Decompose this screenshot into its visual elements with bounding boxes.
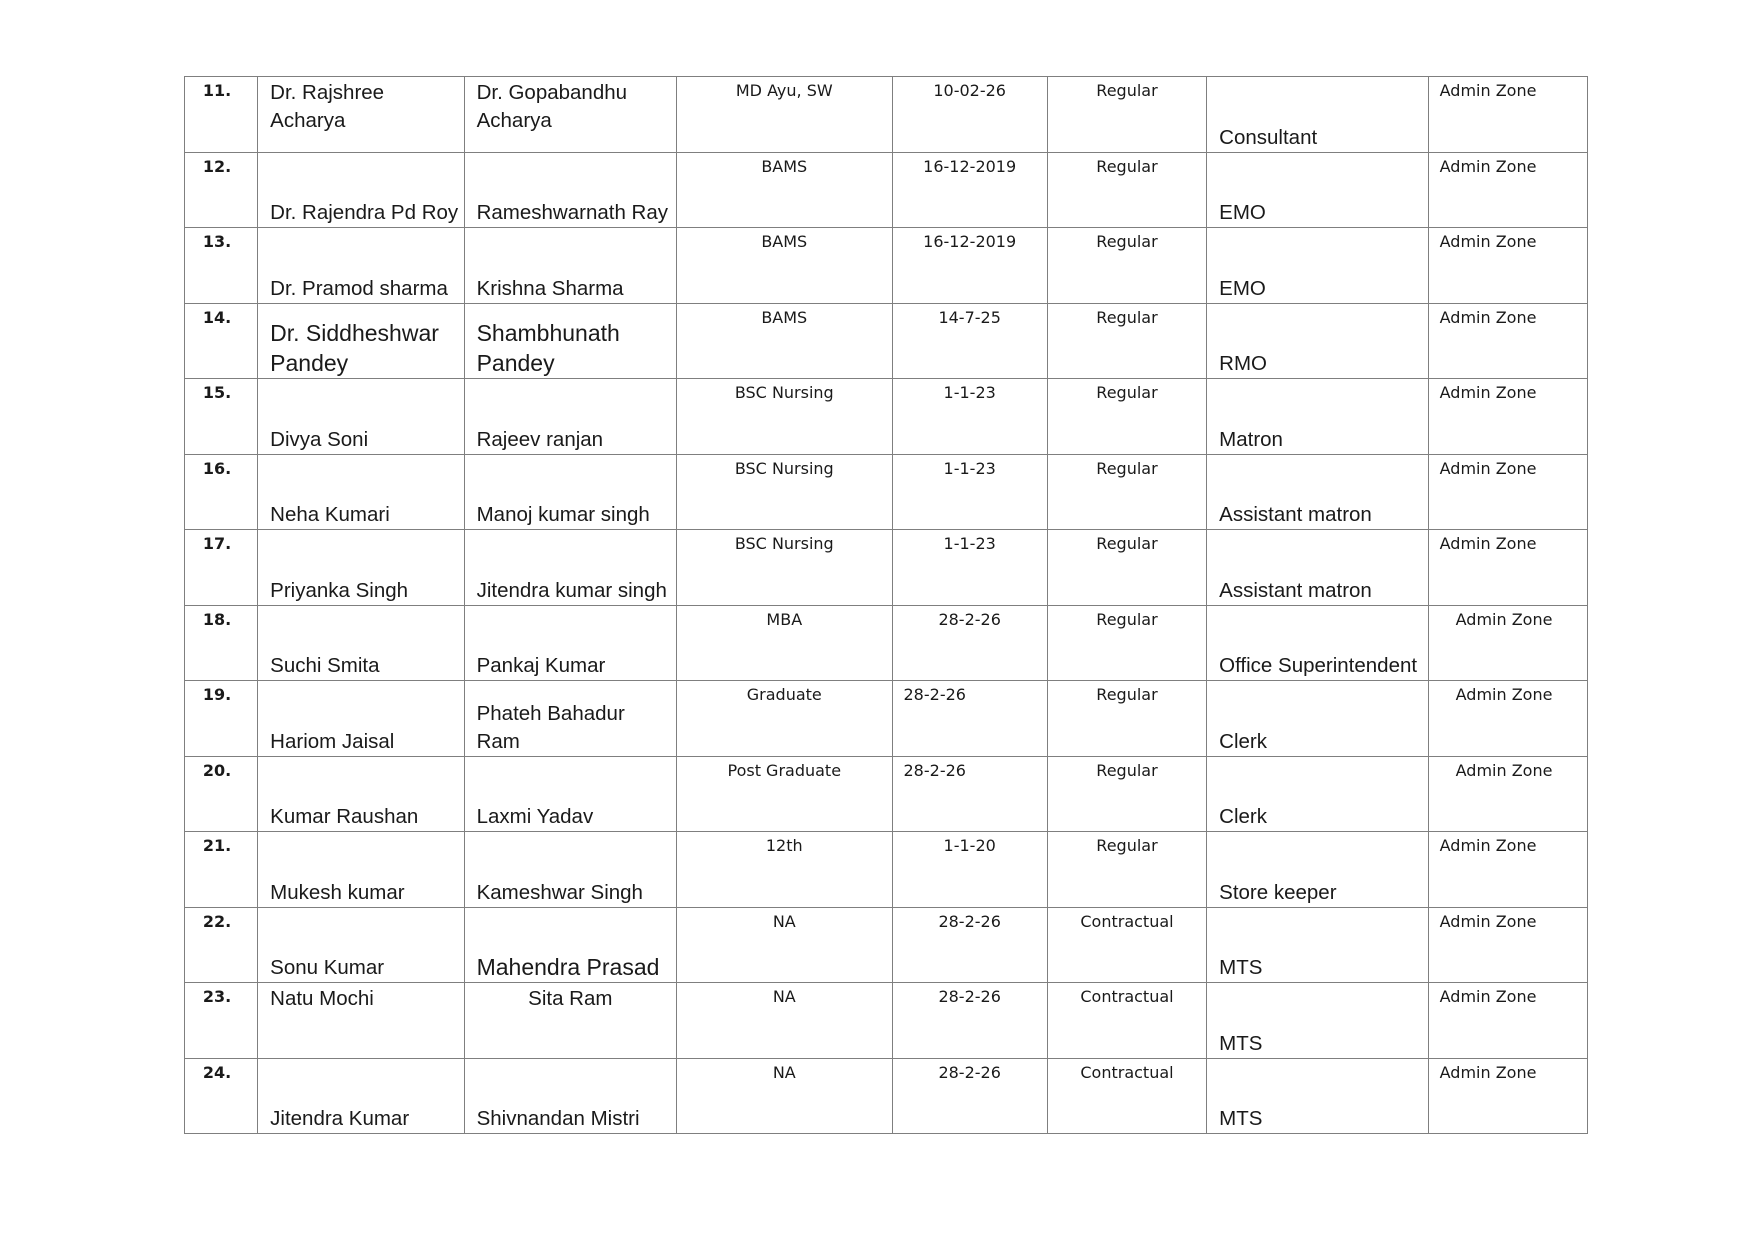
- zone: Admin Zone: [1439, 836, 1537, 855]
- joining-date: 1-1-20: [943, 836, 996, 855]
- staff-name: Dr. Rajendra Pd Roy: [270, 201, 459, 224]
- staff-name: Jitendra Kumar: [270, 1107, 410, 1130]
- father-name: Manoj kumar singh: [476, 503, 650, 526]
- serial-number: 24.: [202, 1062, 232, 1082]
- employment-type: Contractual: [1080, 911, 1174, 931]
- zone: Admin Zone: [1439, 156, 1537, 176]
- qualification: MD Ayu, SW: [735, 81, 833, 100]
- father-name: Jitendra kumar singh: [476, 578, 667, 602]
- designation: EMO: [1219, 201, 1266, 224]
- father-name: Mahendra Prasad: [476, 954, 660, 980]
- employment-type: Regular: [1096, 383, 1158, 402]
- zone: Admin Zone: [1439, 383, 1537, 402]
- serial-number: 23.: [202, 987, 232, 1006]
- designation: MTS: [1219, 1107, 1263, 1130]
- father-name: Pankaj Kumar: [476, 654, 606, 677]
- table-row: [185, 379, 1588, 455]
- employment-type: Regular: [1096, 609, 1158, 629]
- employment-type: Regular: [1096, 156, 1158, 176]
- father-name: Dr. Gopabandhu Acharya: [476, 81, 628, 132]
- designation: Clerk: [1219, 729, 1267, 753]
- staff-name: Suchi Smita: [270, 654, 380, 677]
- designation: Assistant matron: [1219, 503, 1372, 526]
- joining-date: 28-2-26: [938, 609, 1001, 629]
- qualification: BAMS: [761, 232, 808, 251]
- table-row: [185, 983, 1588, 1059]
- table-row: [185, 152, 1588, 228]
- table-row: [185, 303, 1588, 379]
- staff-name: Dr. Siddheshwar Pandey: [270, 320, 439, 376]
- serial-number: 20.: [202, 760, 232, 780]
- father-name: Phateh Bahadur Ram: [476, 701, 625, 753]
- serial-number: 13.: [202, 232, 232, 251]
- father-name: Laxmi Yadav: [476, 805, 594, 828]
- qualification: BAMS: [761, 156, 808, 176]
- father-name: Shambhunath Pandey: [476, 320, 620, 376]
- father-name: Shivnandan Mistri: [476, 1107, 640, 1130]
- father-name: Krishna Sharma: [476, 276, 624, 300]
- designation: RMO: [1219, 352, 1267, 375]
- joining-date: 28-2-26: [903, 760, 966, 780]
- zone: Admin Zone: [1455, 685, 1553, 704]
- zone: Admin Zone: [1439, 534, 1537, 553]
- designation: Consultant: [1219, 125, 1318, 149]
- designation: MTS: [1219, 956, 1263, 979]
- staff-name: Natu Mochi: [270, 987, 374, 1010]
- table-row: [185, 228, 1588, 304]
- qualification: NA: [772, 987, 796, 1006]
- employment-type: Contractual: [1080, 1062, 1174, 1082]
- zone: Admin Zone: [1439, 1062, 1537, 1082]
- table-row: [185, 756, 1588, 832]
- table-row: [185, 530, 1588, 606]
- staff-table: [184, 76, 1588, 1134]
- employment-type: Contractual: [1080, 987, 1174, 1006]
- serial-number: 14.: [202, 307, 232, 327]
- serial-number: 15.: [202, 383, 232, 402]
- qualification: MBA: [766, 609, 803, 629]
- zone: Admin Zone: [1439, 81, 1537, 100]
- employment-type: Regular: [1096, 685, 1158, 704]
- joining-date: 16-12-2019: [923, 156, 1017, 176]
- serial-number: 16.: [202, 458, 232, 478]
- staff-name: Neha Kumari: [270, 503, 390, 526]
- designation: EMO: [1219, 276, 1266, 300]
- employment-type: Regular: [1096, 760, 1158, 780]
- serial-number: 12.: [202, 156, 232, 176]
- table-row: [185, 1058, 1588, 1134]
- zone: Admin Zone: [1439, 911, 1537, 931]
- table-row: [185, 454, 1588, 530]
- staff-name: Mukesh kumar: [270, 880, 405, 904]
- joining-date: 16-12-2019: [923, 232, 1017, 251]
- qualification: BSC Nursing: [734, 458, 834, 478]
- father-name: Rajeev ranjan: [476, 427, 604, 451]
- joining-date: 14-7-25: [938, 307, 1001, 327]
- joining-date: 1-1-23: [943, 383, 996, 402]
- zone: Admin Zone: [1455, 760, 1553, 780]
- joining-date: 1-1-23: [943, 534, 996, 553]
- serial-number: 22.: [202, 911, 232, 931]
- qualification: BSC Nursing: [734, 534, 834, 553]
- zone: Admin Zone: [1439, 232, 1537, 251]
- table-row: [185, 77, 1588, 153]
- serial-number: 18.: [202, 609, 232, 629]
- table-row: [185, 681, 1588, 757]
- serial-number: 17.: [202, 534, 232, 553]
- staff-name: Sonu Kumar: [270, 956, 385, 979]
- qualification: BAMS: [761, 307, 808, 327]
- qualification: Post Graduate: [727, 760, 842, 780]
- qualification: BSC Nursing: [734, 383, 834, 402]
- designation: Store keeper: [1219, 880, 1337, 904]
- serial-number: 19.: [202, 685, 232, 704]
- staff-name: Dr. Pramod sharma: [270, 276, 448, 300]
- joining-date: 28-2-26: [938, 911, 1001, 931]
- zone: Admin Zone: [1439, 458, 1537, 478]
- staff-name: Divya Soni: [270, 427, 369, 451]
- joining-date: 1-1-23: [943, 458, 996, 478]
- employment-type: Regular: [1096, 307, 1158, 327]
- employment-type: Regular: [1096, 458, 1158, 478]
- employment-type: Regular: [1096, 232, 1158, 251]
- employment-type: Regular: [1096, 534, 1158, 553]
- qualification: NA: [772, 911, 796, 931]
- table-row: [185, 832, 1588, 908]
- joining-date: 28-2-26: [938, 1062, 1001, 1082]
- employment-type: Regular: [1096, 836, 1158, 855]
- staff-name: Hariom Jaisal: [270, 729, 395, 753]
- employment-type: Regular: [1096, 81, 1158, 100]
- designation: MTS: [1219, 1031, 1263, 1055]
- joining-date: 28-2-26: [938, 987, 1001, 1006]
- zone: Admin Zone: [1455, 609, 1553, 629]
- qualification: Graduate: [746, 685, 822, 704]
- designation: Clerk: [1219, 805, 1267, 828]
- table-row: [185, 605, 1588, 681]
- joining-date: 28-2-26: [903, 685, 966, 704]
- serial-number: 21.: [202, 836, 232, 855]
- designation: Office Superintendent: [1219, 654, 1418, 677]
- designation: Matron: [1219, 427, 1283, 451]
- joining-date: 10-02-26: [933, 81, 1006, 100]
- father-name: Sita Ram: [528, 987, 613, 1010]
- staff-name: Priyanka Singh: [270, 578, 409, 602]
- qualification: 12th: [765, 836, 803, 855]
- designation: Assistant matron: [1219, 578, 1372, 602]
- father-name: Rameshwarnath Ray: [476, 201, 669, 224]
- staff-name: Kumar Raushan: [270, 805, 419, 828]
- serial-number: 11.: [202, 81, 232, 100]
- zone: Admin Zone: [1439, 987, 1537, 1006]
- qualification: NA: [772, 1062, 796, 1082]
- zone: Admin Zone: [1439, 307, 1537, 327]
- father-name: Kameshwar Singh: [476, 880, 643, 904]
- staff-name: Dr. Rajshree Acharya: [270, 81, 385, 132]
- table-row: [185, 907, 1588, 983]
